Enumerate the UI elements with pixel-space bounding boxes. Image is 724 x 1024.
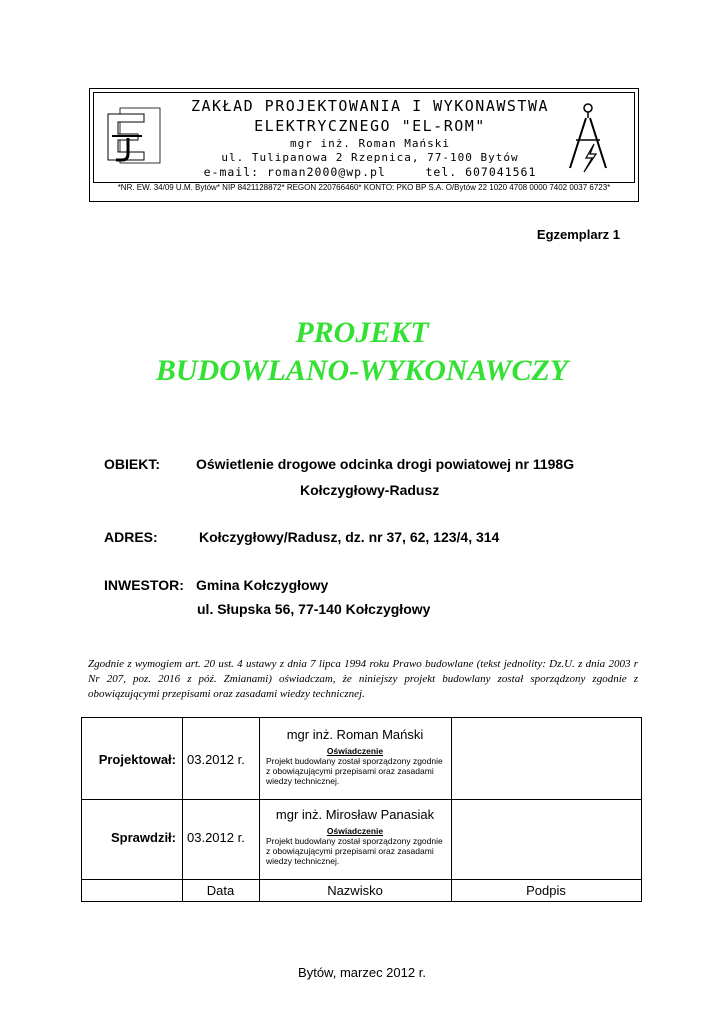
object-label: OBIEKT: bbox=[104, 456, 160, 472]
copy-label: Egzemplarz 1 bbox=[536, 227, 620, 242]
table-divider bbox=[81, 799, 642, 800]
table-row-name: mgr inż. Mirosław Panasiak bbox=[275, 807, 435, 822]
company-contact bbox=[170, 165, 570, 179]
object-value-line1: Oświetlenie drogowe odcinka drogi powiatowej nr 1198G bbox=[196, 456, 575, 472]
company-email[interactable]: e-mail: roman2000@wp.pl bbox=[203, 165, 386, 179]
company-logo-icon bbox=[98, 100, 168, 175]
table-row-date: 03.2012 r. bbox=[187, 830, 245, 845]
table-row-statement-title: Oświadczenie bbox=[326, 746, 384, 756]
investor-label: INWESTOR: bbox=[104, 577, 184, 593]
table-divider bbox=[81, 879, 642, 880]
table-row-statement-text: Projekt budowlany został sporządzony zgodnie z obowiązującymi przepisami oraz zasadami wiedzy technicznej. bbox=[266, 836, 443, 866]
address-value: Kołczygłowy/Radusz, dz. nr 37, 62, 123/4, 314 bbox=[199, 529, 500, 545]
signature-table bbox=[81, 717, 642, 902]
table-row-date: 03.2012 r. bbox=[187, 752, 245, 767]
company-registry: *NR. EW. 34/09 U.M. Bytów* NIP 8421128872* REGON 220766460* KONTO: PKO BP S.A. O/Bytów 22 1020 4708 0000 7402 0037 6723* bbox=[117, 183, 611, 192]
document-title-line1: PROJEKT bbox=[295, 316, 429, 349]
table-divider bbox=[451, 717, 452, 902]
company-address: ul. Tulipanowa 2 Rzepnica, 77-100 Bytów bbox=[221, 151, 519, 164]
object-value-line2: Kołczygłowy-Radusz bbox=[300, 482, 440, 498]
investor-value-line1: Gmina Kołczygłowy bbox=[196, 577, 329, 593]
table-row-role: Projektował: bbox=[98, 752, 176, 767]
table-footer-date: Data bbox=[206, 883, 235, 898]
table-row-role: Sprawdził: bbox=[110, 830, 176, 845]
address-label: ADRES: bbox=[104, 529, 158, 545]
document-title-line2: BUDOWLANO-WYKONAWCZY bbox=[155, 354, 569, 387]
table-row-statement-title: Oświadczenie bbox=[326, 826, 384, 836]
company-phone: tel. 607041561 bbox=[425, 165, 537, 179]
investor-value-line2: ul. Słupska 56, 77-140 Kołczygłowy bbox=[197, 601, 431, 617]
table-row-statement-text: Projekt budowlany został sporządzony zgodnie z obowiązującymi przepisami oraz zasadami wiedzy technicznej. bbox=[266, 756, 443, 786]
table-divider bbox=[182, 717, 183, 902]
table-footer-signature: Podpis bbox=[526, 883, 566, 898]
company-name-line1: ZAKŁAD PROJEKTOWANIA I WYKONAWSTWA bbox=[190, 97, 550, 115]
company-owner: mgr inż. Roman Mański bbox=[289, 137, 451, 150]
table-footer-name: Nazwisko bbox=[327, 883, 383, 898]
table-row-name: mgr inż. Roman Mański bbox=[286, 727, 424, 742]
legal-note: Zgodnie z wymogiem art. 20 ust. 4 ustawy z dnia 7 lipca 1994 roku Prawo budowlane (tekst jednolity: Dz.U. z dnia 2003 r Nr 207, poz. 2016 z póź. Zmianami) oświadczam, że niniejszy projekt budowlany został sporządzony zgodnie z obowiązującymi przepisami oraz zasadami wiedzy technicznej. bbox=[88, 658, 638, 700]
company-name-line2: ELEKTRYCZNEGO "EL-ROM" bbox=[254, 117, 486, 135]
place-date: Bytów, marzec 2012 r. bbox=[298, 965, 426, 980]
